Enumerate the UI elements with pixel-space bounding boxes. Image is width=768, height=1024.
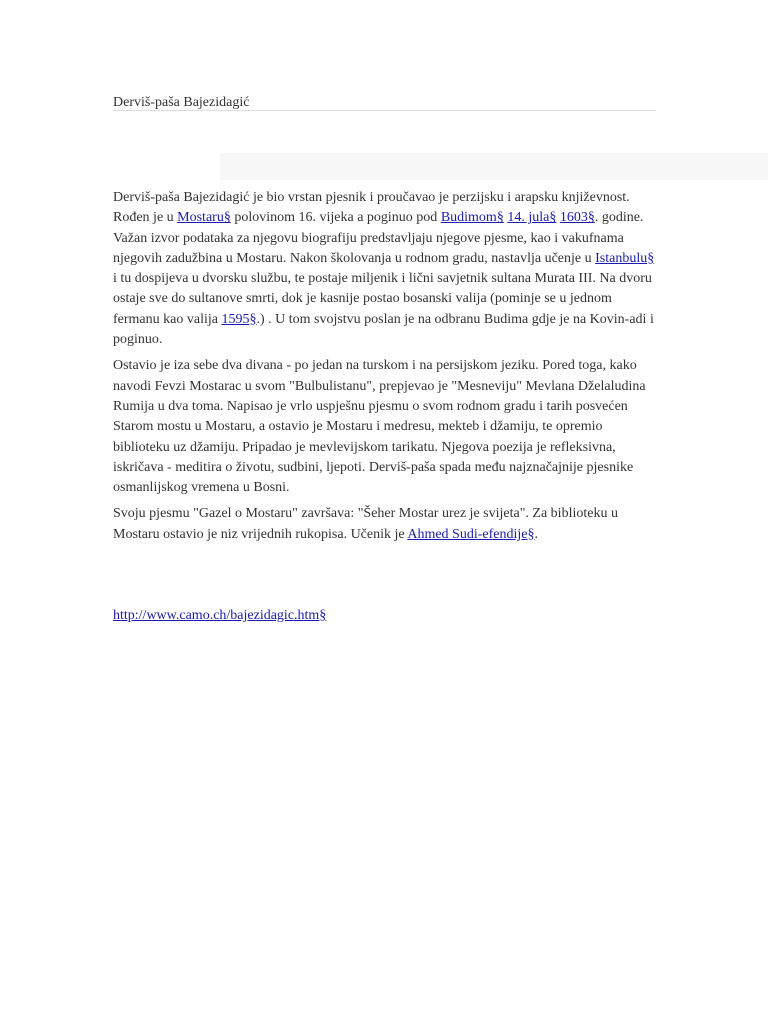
- paragraph-works: Ostavio je iza sebe dva divana - po jedan na turskom i na persijskom jeziku. Pored toga, kako navodi Fevzi Mostarac u svom "Bulbulistanu", prepjevao je "Mesneviju" Mevlana Dželaludina Rumija u dva toma. Napisao je vrlo uspješnu pjesmu o svom rodnom gradu i tarih posvećen Starom mostu u Mostaru, a ostavio je Mostaru i medresu, mekteb i džamiju, te opremio biblioteku uz džamiju. Pripadao je mevlevijskom tarikatu. Njegova poezija je refleksivna, iskričava - meditira o životu, sudbini, ljepoti. Derviš-paša spada među najznačajnije pjesnike osmanlijskog vremena u Bosni.: [113, 358, 646, 496]
- link-budimom[interactable]: Budimom§: [440, 210, 504, 226]
- link-date[interactable]: 14. jula§: [507, 210, 557, 226]
- paragraph-text: . godine. Važan izvor podataka za njegovu biografiju predstavljaju njegove pjesme, kao i vakufnama njegovih zadužbina u Mostaru. Nakon školovanja u rodnom gradu, nastavlja učenje u: [113, 210, 644, 266]
- paragraph-text: .) . U tom svojstvu poslan je na odbranu Budima gdje je na Kovin-adi i poginuo.: [113, 311, 654, 348]
- source-section: [113, 606, 326, 626]
- link-year-1603[interactable]: 1603§: [559, 210, 595, 226]
- link-ahmed-sudi[interactable]: Ahmed Sudi-efendije§: [407, 526, 535, 542]
- grey-band: [220, 153, 768, 180]
- paragraph-legacy: [113, 504, 658, 545]
- link-mostaru[interactable]: Mostaru§: [177, 210, 231, 226]
- paragraph-text: .: [534, 526, 538, 542]
- paragraph-text: Derviš-paša Bajezidagić je bio vrstan pjesnik i proučavao je perzijsku i arapsku književnost. Rođen je u: [113, 190, 630, 226]
- link-year-1595[interactable]: 1595§: [221, 311, 257, 327]
- title-divider: [113, 110, 656, 111]
- article-body: [113, 188, 658, 551]
- paragraph-text: i tu dospijeva u dvorsku službu, te postaje miljenik i lični savjetnik sultana Murata III. Na dvoru ostaje sve do sultanove smrti, dok je kasnije postao bosanski valija (pominje se u jednom fermanu kao valija: [113, 271, 652, 327]
- page-title: Derviš-paša Bajezidagić: [113, 95, 250, 110]
- source-link[interactable]: http://www.camo.ch/bajezidagic.htm§: [113, 608, 327, 623]
- link-istanbulu[interactable]: Istanbulu§: [595, 250, 655, 266]
- paragraph-biography: [113, 188, 658, 350]
- paragraph-text: Svoju pjesmu "Gazel o Mostaru" završava: "Šeher Mostar urez je svijeta". Za biblioteku u Mostaru ostavio je niz vrijednih rukopisa. Učenik je: [113, 506, 618, 542]
- paragraph-text: polovinom 16. vijeka a poginuo pod: [230, 210, 441, 226]
